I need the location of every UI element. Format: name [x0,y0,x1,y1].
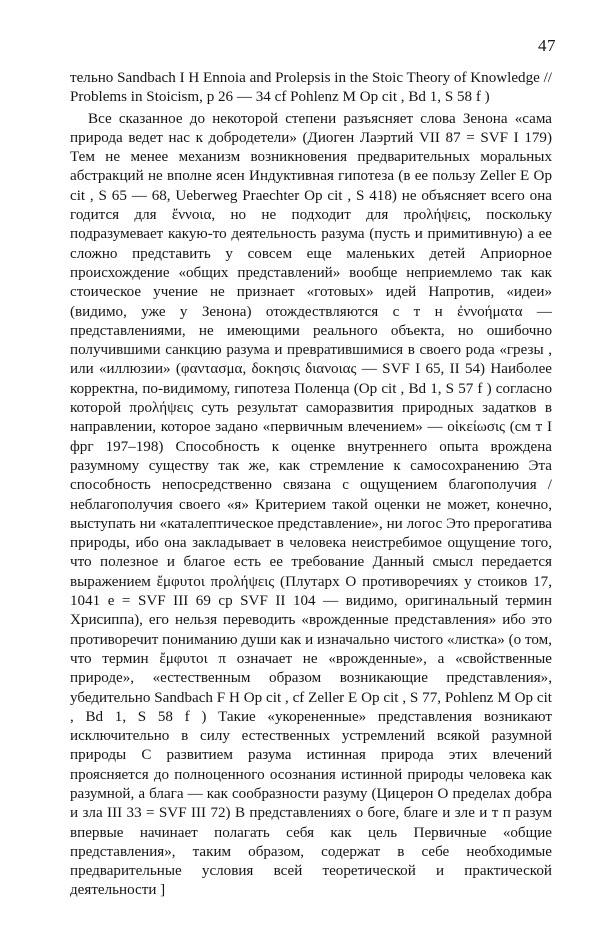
footnote-continuation: тельно Sandbach I H Ennoia and Prolepsis in the Stoic Theory of Knowledge // Problems in Stoicism, p 26 — 34 cf Pohlenz M Op cit , Bd 1, S 58 f ) [70,70,552,106]
footnote-text-block [70,69,552,901]
page-number: 47 [538,36,556,55]
footnote-paragraph: Все сказанное до некоторой степени разъясняет слова Зенона «сама природа ведет нас к добродетели» (Диоген Лаэртий VII 87 = SVF I 179) Тем не менее механизм возникновения предварительных моральных абстракций не вполне ясен Индуктивная гипотеза (в ее пользу Zeller E Op cit , S 65 — 68, Ueberweg Praechter Op cit , S 418) не объясняет всего она годится для ἔννοια, но не подходит для προλήψεις, поскольку подразумевает какую-то деятельность разума (пусть и примитивную) а ее сложно представить у совсем еще маленьких детей Априорное происхождение «общих представлений» вообще неприемлемо так как стоическое учение не признает «готовых» идей Напротив, «идеи» (видимо, уже у Зенона) отождествляются с т н ἐννοήματα — представлениями, не имеющими реального объекта, но ошибочно получившими санкцию разума и превратившимися в своего рода «грезы , или «иллюзии» (φαντασμα, δοκησις διανοιας — SVF I 65, II 54) Наиболее корректна, по-видимому, гипотеза Поленца (Op cit , Bd 1, S 57 f ) согласно которой προλήψεις суть результат саморазвития природных задатков в направлении, которое задано «первичным влечением» — οἰκείωσις (см т I фрг 197–198) Способность к оценке внутреннего опыта врождена разумному существу так же, как стремление к самосохранению Эта способность непосредственно связана с ощущением благополучия / неблагополучия своего «я» Критерием такой оценки не может, конечно, выступать ни «каталептическое представление», ни логос Это прерогатива природы, ибо она закладывает в человека неистребимое ощущение того, что полезное и благое есть ее требование Данный смысл передается выражением ἔμφυτοι προλήψεις (Плутарх О противоречиях у стоиков 17, 1041 e = SVF III 69 cp SVF II 104 — видимо, оригинальный термин Хрисиппа), его нельзя переводить «врожденные представления» ибо это противоречит пониманию души как и изначально чистого «листка» (о том, что термин ἔμφυτοι π означает не «врожденные», а «свойственные природе», «естественным образом возникающие представления», убедительно Sandbach F H Op cit , cf Zeller E Op cit , S 77, Pohlenz M Op cit , Bd 1, S 58 f ) Такие «укорененные» представления возникают исключительно в силу естественных устремлений всякой разумной природы С развитием разума истинная природа этих влечений проясняется до полноценного осознания истинной природы человека как разумной, а блага — как сообразности разуму (Цицерон О пределах добра и зла III 33 = SVF III 72) В представлениях о боге, благе и зле и т п разум впервые начинает полагать себя как цель Первичные «общие представления», таким образом, содержат в себе необходимые предварительные условия всей теоретической и практической деятельности ] [70,110,552,899]
